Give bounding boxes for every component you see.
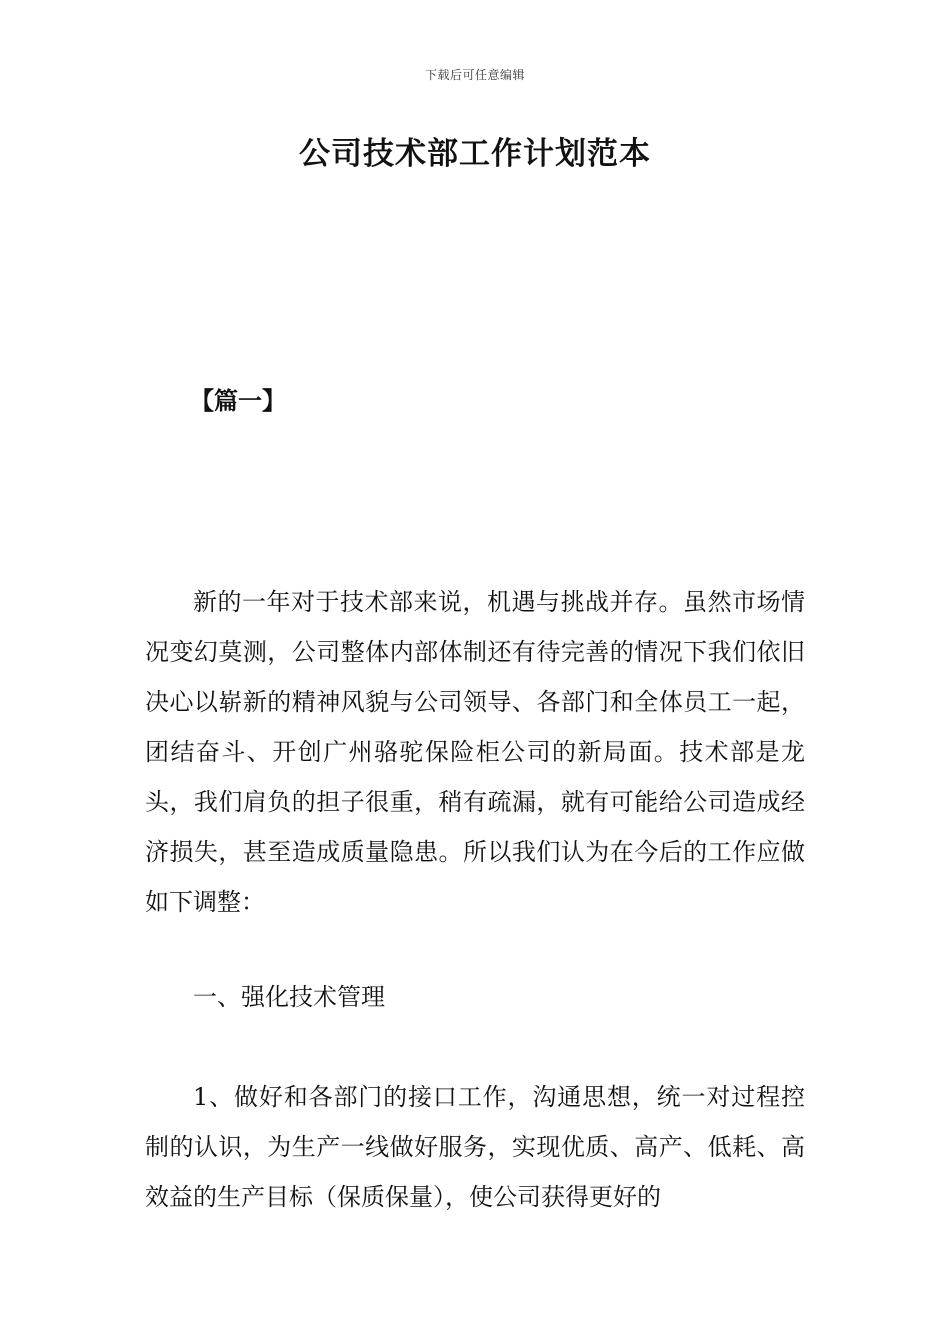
- document-title: 公司技术部工作计划范本: [299, 136, 651, 172]
- intro-paragraph: 新的一年对于技术部来说，机遇与挑战并存。虽然市场情况变幻莫测，公司整体内部体制还有待完善的情况下我们依旧决心以崭新的精神风貌与公司领导、各部门和全体员工一起，团结奋斗、开创广州骆驼保险柜公司的新局面。技术部是龙头，我们肩负的担子很重，稍有疏漏，就有可能给公司造成经济损失，甚至造成质量隐患。所以我们认为在今后的工作应做如下调整：: [145, 588, 805, 916]
- section-heading: 一、强化技术管理: [193, 983, 385, 1011]
- header-note: 下载后可任意编辑: [424, 68, 525, 82]
- list-item-paragraph: 1、做好和各部门的接口工作，沟通思想，统一对过程控制的认识，为生产一线做好服务，实现优质、高产、低耗、高效益的生产目标（保质保量），使公司获得更好的: [145, 1083, 805, 1211]
- section-marker: 【篇一】: [190, 386, 286, 415]
